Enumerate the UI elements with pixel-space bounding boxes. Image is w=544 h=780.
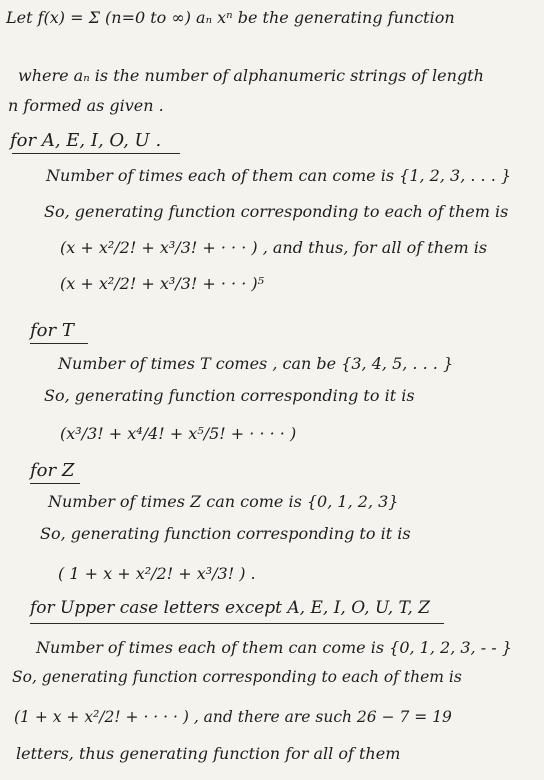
heading-underline (12, 153, 180, 154)
section-line: (1 + x + x²/2! + · · · · ) , and there are such 26 − 7 = 19 (14, 708, 452, 726)
section-line: So, generating function corresponding to it is (40, 524, 411, 543)
section-heading-t: for T (30, 320, 74, 341)
section-line: So, generating function corresponding to each of them is (44, 202, 509, 221)
section-line: ( 1 + x + x²/2! + x³/3! ) . (58, 564, 256, 583)
heading-underline (30, 483, 80, 484)
section-line: Number of times each of them can come is {1, 2, 3, . . . } (46, 166, 512, 185)
intro-line-3: n formed as given . (8, 96, 164, 115)
section-line: Number of times T comes , can be {3, 4, 5, . . . } (58, 354, 454, 373)
intro-line-2: where aₙ is the number of alphanumeric strings of length (18, 66, 484, 85)
heading-underline (30, 623, 444, 624)
section-line: letters, thus generating function for all of them (16, 744, 401, 763)
section-line: Number of times each of them can come is {0, 1, 2, 3, - - } (36, 638, 512, 657)
section-line: Number of times Z can come is {0, 1, 2, 3} (48, 492, 399, 511)
heading-underline (30, 343, 88, 344)
section-line: (x³/3! + x⁴/4! + x⁵/5! + · · · · ) (60, 424, 297, 443)
section-line: (x + x²/2! + x³/3! + · · · )⁵ (60, 274, 265, 293)
section-line: So, generating function corresponding to each of them is (12, 668, 462, 686)
section-line: So, generating function corresponding to it is (44, 386, 415, 405)
section-heading-vowels: for A, E, I, O, U . (10, 130, 162, 151)
section-heading-z: for Z (30, 460, 75, 481)
section-heading-uppercase: for Upper case letters except A, E, I, O, U, T, Z (30, 598, 431, 618)
section-line: (x + x²/2! + x³/3! + · · · ) , and thus, for all of them is (60, 238, 488, 257)
intro-line-1: Let f(x) = Σ (n=0 to ∞) aₙ xⁿ be the generating function (6, 8, 455, 27)
